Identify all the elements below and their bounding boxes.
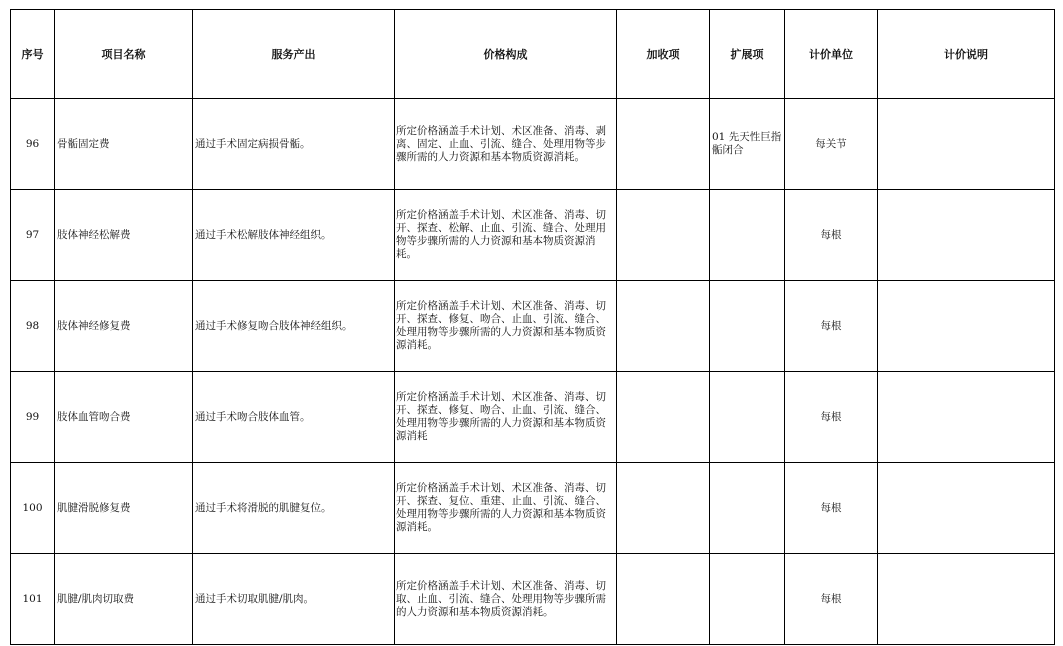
cell-name: 骨骺固定费 bbox=[55, 99, 193, 190]
cell-output: 通过手术修复吻合肢体神经组织。 bbox=[193, 281, 395, 372]
header-extension: 扩展项 bbox=[710, 10, 785, 99]
cell-extension bbox=[710, 190, 785, 281]
cell-name: 肢体神经松解费 bbox=[55, 190, 193, 281]
cell-name: 肌腱/肌肉切取费 bbox=[55, 554, 193, 645]
cell-extension bbox=[710, 281, 785, 372]
cell-price: 所定价格涵盖手术计划、术区准备、消毒、切开、探查、修复、吻合、止血、引流、缝合、处理用物等步骤所需的人力资源和基本物质资源消耗 bbox=[395, 372, 617, 463]
cell-unit: 每根 bbox=[785, 372, 878, 463]
cell-note bbox=[878, 463, 1055, 554]
header-note: 计价说明 bbox=[878, 10, 1055, 99]
cell-surcharge bbox=[617, 554, 710, 645]
cell-extension bbox=[710, 463, 785, 554]
header-price: 价格构成 bbox=[395, 10, 617, 99]
cell-price: 所定价格涵盖手术计划、术区准备、消毒、切开、探查、修复、吻合、止血、引流、缝合、处理用物等步骤所需的人力资源和基本物质资源消耗。 bbox=[395, 281, 617, 372]
cell-note bbox=[878, 554, 1055, 645]
cell-extension bbox=[710, 372, 785, 463]
header-seq: 序号 bbox=[11, 10, 55, 99]
cell-seq: 98 bbox=[11, 281, 55, 372]
cell-seq: 99 bbox=[11, 372, 55, 463]
cell-note bbox=[878, 99, 1055, 190]
cell-surcharge bbox=[617, 190, 710, 281]
cell-output: 通过手术吻合肢体血管。 bbox=[193, 372, 395, 463]
cell-price: 所定价格涵盖手术计划、术区准备、消毒、剥离、固定、止血、引流、缝合、处理用物等步骤所需的人力资源和基本物质资源消耗。 bbox=[395, 99, 617, 190]
cell-price: 所定价格涵盖手术计划、术区准备、消毒、切开、探查、复位、重建、止血、引流、缝合、处理用物等步骤所需的人力资源和基本物质资源消耗。 bbox=[395, 463, 617, 554]
header-row bbox=[11, 10, 1055, 99]
cell-unit: 每根 bbox=[785, 281, 878, 372]
header-name: 项目名称 bbox=[55, 10, 193, 99]
cell-output: 通过手术松解肢体神经组织。 bbox=[193, 190, 395, 281]
cell-output: 通过手术将滑脱的肌腱复位。 bbox=[193, 463, 395, 554]
cell-note bbox=[878, 372, 1055, 463]
cell-seq: 101 bbox=[11, 554, 55, 645]
table-row bbox=[11, 372, 1055, 463]
cell-output: 通过手术切取肌腱/肌肉。 bbox=[193, 554, 395, 645]
table-row bbox=[11, 281, 1055, 372]
cell-seq: 97 bbox=[11, 190, 55, 281]
extension-text: 01 先天性巨指骺闭合 bbox=[712, 131, 782, 156]
table-row bbox=[11, 554, 1055, 645]
cell-extension bbox=[710, 99, 785, 190]
cell-name: 肢体血管吻合费 bbox=[55, 372, 193, 463]
cell-extension bbox=[710, 554, 785, 645]
pricing-table bbox=[10, 9, 1055, 645]
cell-unit: 每根 bbox=[785, 190, 878, 281]
header-unit: 计价单位 bbox=[785, 10, 878, 99]
cell-note bbox=[878, 281, 1055, 372]
cell-name: 肌腱滑脱修复费 bbox=[55, 463, 193, 554]
cell-surcharge bbox=[617, 372, 710, 463]
cell-price: 所定价格涵盖手术计划、术区准备、消毒、切开、探查、松解、止血、引流、缝合、处理用物等步骤所需的人力资源和基本物质资源消耗。 bbox=[395, 190, 617, 281]
cell-seq: 96 bbox=[11, 99, 55, 190]
header-output: 服务产出 bbox=[193, 10, 395, 99]
cell-surcharge bbox=[617, 281, 710, 372]
cell-unit: 每根 bbox=[785, 463, 878, 554]
table-row bbox=[11, 190, 1055, 281]
cell-name: 肢体神经修复费 bbox=[55, 281, 193, 372]
cell-unit: 每根 bbox=[785, 554, 878, 645]
table-row bbox=[11, 463, 1055, 554]
cell-unit: 每关节 bbox=[785, 99, 878, 190]
cell-output: 通过手术固定病损骨骺。 bbox=[193, 99, 395, 190]
cell-surcharge bbox=[617, 99, 710, 190]
cell-note bbox=[878, 190, 1055, 281]
cell-surcharge bbox=[617, 463, 710, 554]
cell-seq: 100 bbox=[11, 463, 55, 554]
table-row bbox=[11, 99, 1055, 190]
header-surcharge: 加收项 bbox=[617, 10, 710, 99]
cell-price: 所定价格涵盖手术计划、术区准备、消毒、切取、止血、引流、缝合、处理用物等步骤所需的人力资源和基本物质资源消耗。 bbox=[395, 554, 617, 645]
